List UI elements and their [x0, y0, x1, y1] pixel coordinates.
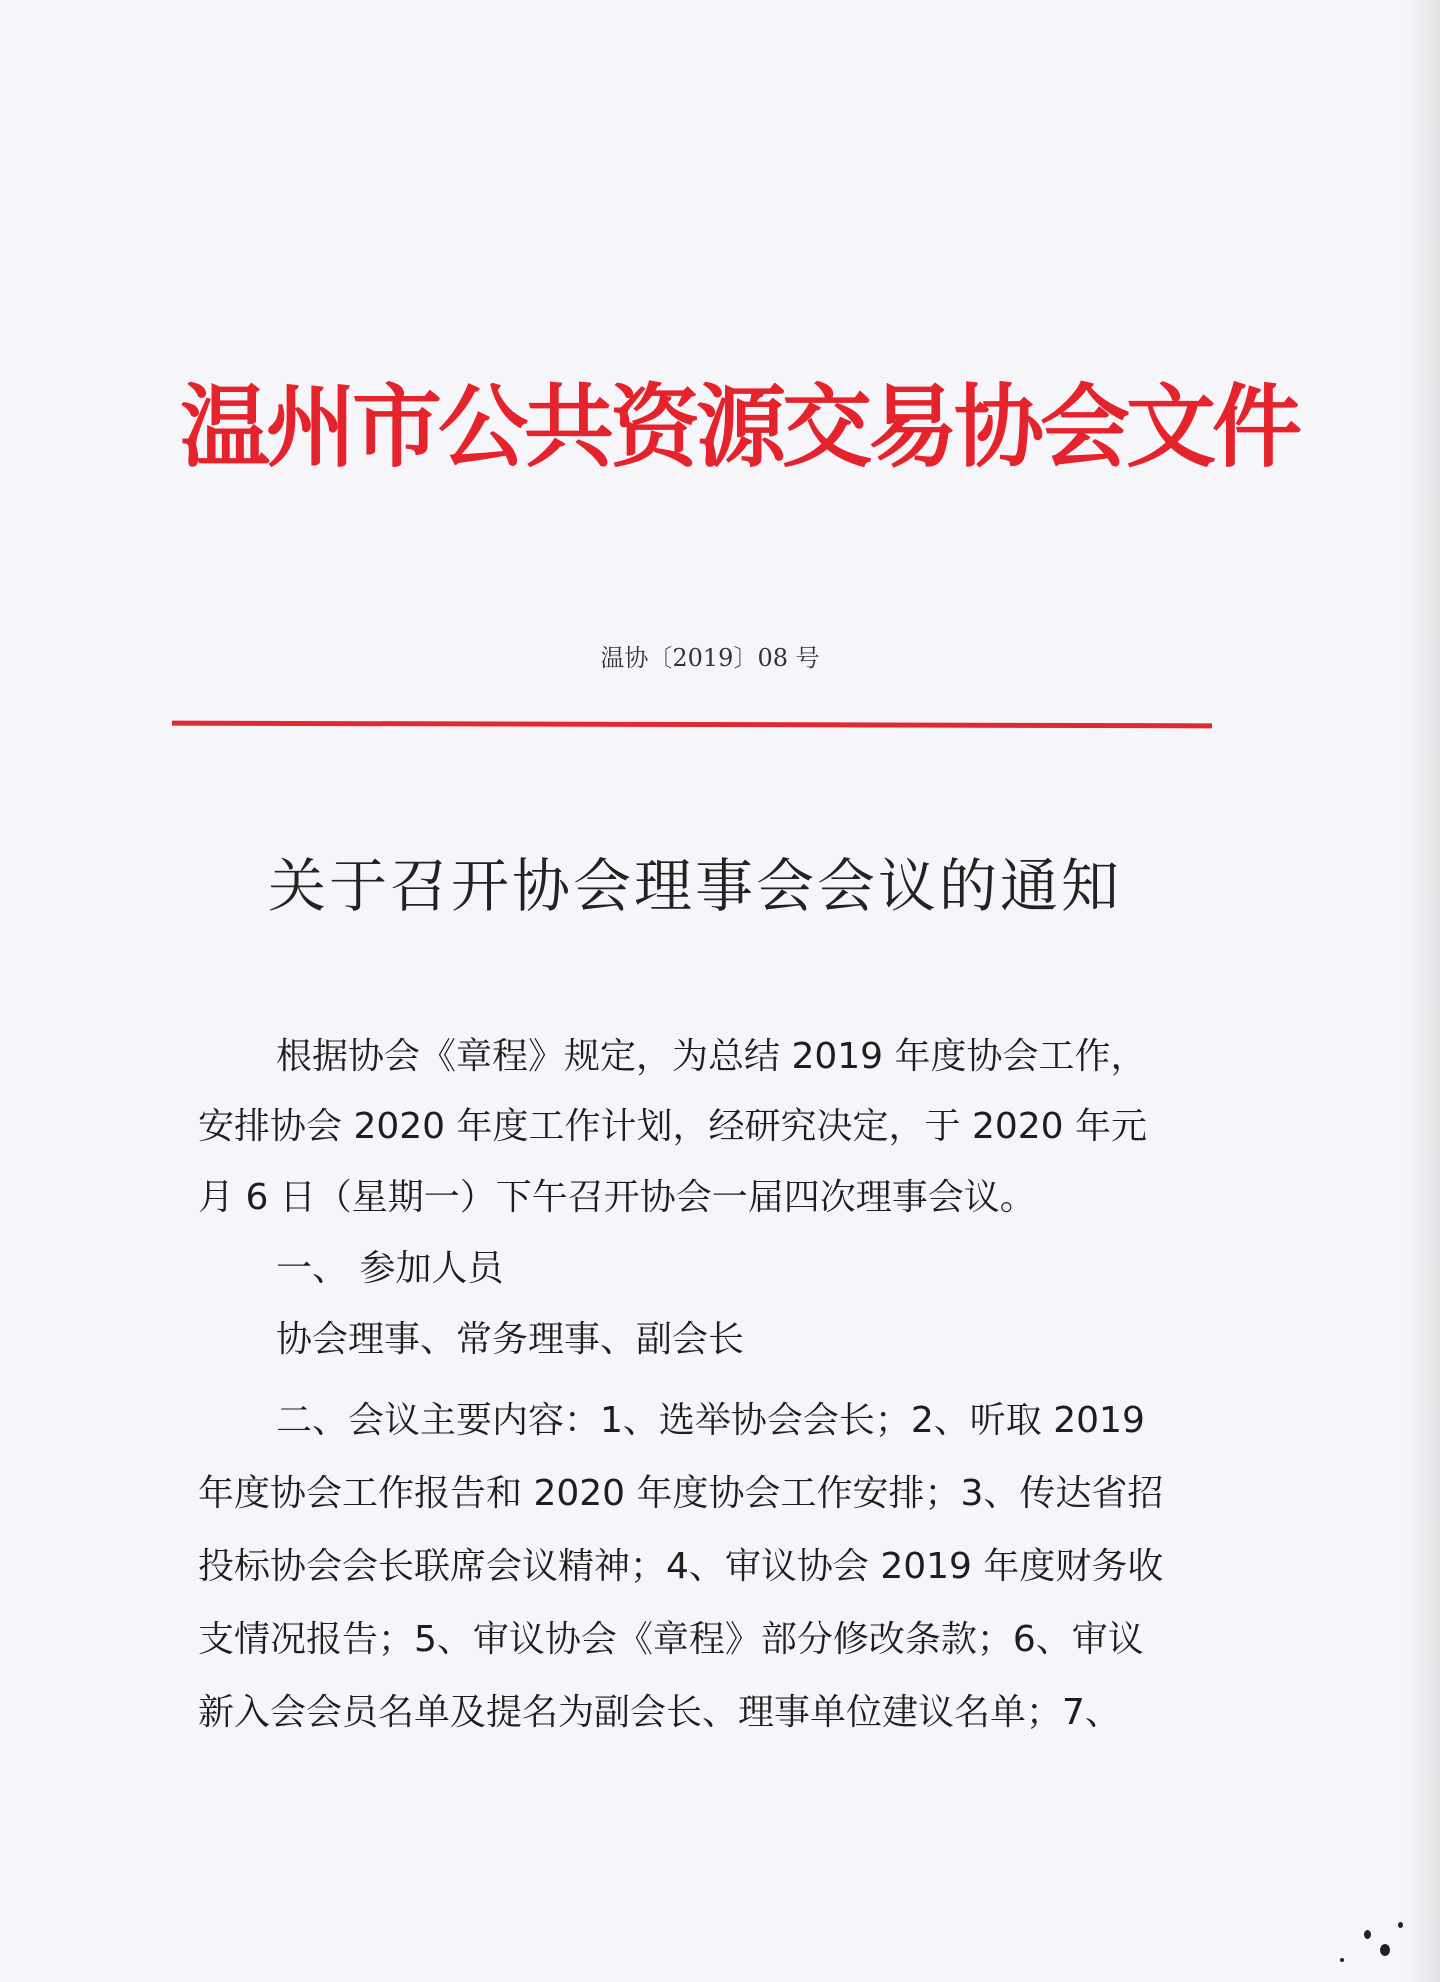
- scan-speck: [1398, 1922, 1403, 1928]
- agency-document-header: 温州市公共资源交易协会文件: [180, 374, 1298, 480]
- body-paragraph-line: 月 6 日（星期一）下午召开协会一届四次理事会议。: [198, 1177, 1036, 1218]
- section-heading-agenda: 二、会议主要内容：1、选举协会会长；2、听取 2019: [276, 1400, 1145, 1441]
- body-paragraph-line: 安排协会 2020 年度工作计划，经研究决定，于 2020 年元: [198, 1106, 1148, 1147]
- body-paragraph-line: 年度协会工作报告和 2020 年度协会工作安排；3、传达省招: [198, 1473, 1164, 1514]
- scan-speck: [1340, 1958, 1344, 1962]
- page-edge-shadow: [1406, 0, 1440, 1982]
- body-paragraph-line: 根据协会《章程》规定，为总结 2019 年度协会工作，: [276, 1036, 1147, 1077]
- body-paragraph-line: 新入会会员名单及提名为副会长、理事单位建议名单；7、: [198, 1692, 1121, 1733]
- red-separator-line: [172, 721, 1212, 729]
- body-paragraph-line: 投标协会会长联席会议精神；4、审议协会 2019 年度财务收: [198, 1546, 1164, 1587]
- scan-speck: [1364, 1930, 1371, 1939]
- notice-title: 关于召开协会理事会会议的通知: [267, 852, 1122, 920]
- section-heading-participants: 一、 参加人员: [276, 1248, 504, 1289]
- participants-list: 协会理事、常务理事、副会长: [276, 1319, 745, 1360]
- document-number: 温协〔2019〕08 号: [600, 644, 820, 672]
- body-paragraph-line: 支情况报告；5、审议协会《章程》部分修改条款；6、审议: [198, 1619, 1144, 1660]
- scan-speck: [1380, 1944, 1390, 1956]
